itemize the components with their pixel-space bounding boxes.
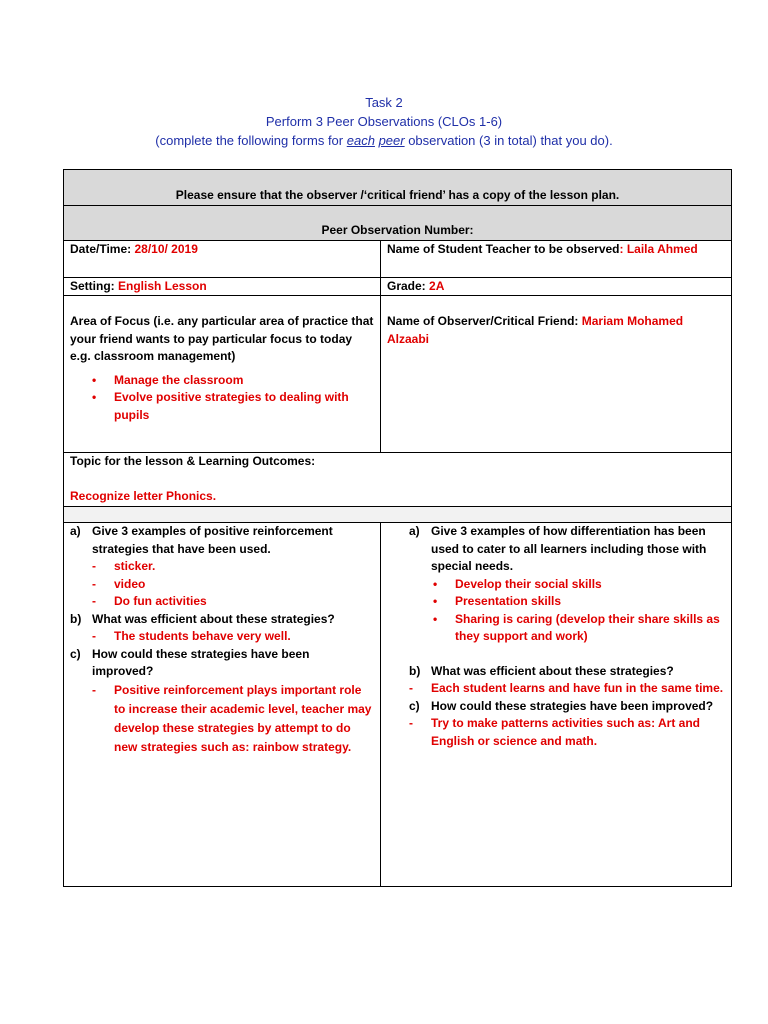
answer-item: sticker. xyxy=(114,559,156,573)
answer-item: • Sharing is caring (develop their share skills as they support and work) xyxy=(455,611,725,646)
answer-item: The students behave very well. xyxy=(114,629,291,643)
question-c-label: c) xyxy=(70,646,81,661)
setting-cell xyxy=(64,277,381,296)
question-b-text: What was efficient about these strategies? xyxy=(92,611,335,626)
student-teacher-label: Name of Student Teacher to be observed xyxy=(387,241,620,256)
date-time-cell xyxy=(64,240,381,277)
area-of-focus-text: Area of Focus (i.e. any particular area of practice that your friend wants to pay particular focus to today e.g. classroom management) xyxy=(70,314,374,363)
topic-cell xyxy=(64,453,732,507)
task-subtitle: Perform 3 Peer Observations (CLOs 1-6) xyxy=(265,114,503,129)
dash-marker: - xyxy=(92,559,96,573)
question-b-text: What was efficient about these strategies? xyxy=(431,663,674,678)
dash-marker: - xyxy=(92,629,96,643)
answer-item: • Presentation skills xyxy=(455,593,725,611)
topic-value: Recognize letter Phonics. xyxy=(70,488,217,503)
answer-item: Positive reinforcement plays important role to increase their academic level, teacher may develop these strategies by attempt to do new strategies such as: rainbow strategy. xyxy=(114,682,372,754)
differentiation-cell xyxy=(381,523,732,887)
task-title: Task 2 xyxy=(365,95,403,110)
answer-item: • Develop their social skills xyxy=(455,576,725,594)
area-of-focus-cell xyxy=(64,296,381,453)
reinforcement-cell xyxy=(64,523,381,887)
instructions-peer: peer xyxy=(378,133,405,148)
question-b-label: b) xyxy=(409,663,421,678)
focus-item: • Manage the classroom xyxy=(114,372,374,390)
question-b-label: b) xyxy=(70,611,82,626)
setting-label: Setting: xyxy=(70,278,115,293)
grade-cell xyxy=(381,277,732,296)
dash-marker: - xyxy=(92,682,96,697)
student-teacher-value: : Laila Ahmed xyxy=(619,241,698,256)
observation-number: Peer Observation Number: xyxy=(64,205,732,240)
spacer-row xyxy=(64,507,732,523)
instructions-text-2: observation (3 in total) that you do). xyxy=(404,133,613,148)
lesson-plan-notice: Please ensure that the observer /‘critical friend’ has a copy of the lesson plan. xyxy=(64,170,732,206)
observer-cell xyxy=(381,296,732,453)
instructions-each: each xyxy=(346,133,375,148)
date-value: 28/10/ 2019 xyxy=(131,241,198,256)
question-a-label: a) xyxy=(409,524,420,538)
student-teacher-cell xyxy=(381,240,732,277)
answer-item: Each student learns and have fun in the same time. xyxy=(431,681,724,695)
topic-label: Topic for the lesson & Learning Outcomes: xyxy=(70,454,316,468)
grade-value: 2A xyxy=(425,278,445,293)
question-c-text: How could these strategies have been improved? xyxy=(431,698,714,713)
question-a-label: a) xyxy=(70,524,81,538)
grade-label: Grade: xyxy=(387,278,426,293)
question-c-text: How could these strategies have been improved? xyxy=(92,646,310,678)
answer-item: video xyxy=(114,576,146,591)
focus-list xyxy=(70,372,374,425)
answer-item: Do fun activities xyxy=(114,594,207,608)
dash-marker: - xyxy=(92,576,96,591)
instructions-text-1: (complete the following forms for xyxy=(155,133,347,148)
task-instructions xyxy=(0,131,768,150)
dash-marker: - xyxy=(409,716,413,730)
observer-label: Name of Observer/Critical Friend: xyxy=(387,314,579,328)
question-a-text: Give 3 examples of how differentiation has been used to cater to all learners including those with special needs. xyxy=(431,524,707,573)
setting-value: English Lesson xyxy=(114,278,207,293)
dash-marker: - xyxy=(92,594,96,608)
dash-marker: - xyxy=(409,681,413,695)
focus-item: • Evolve positive strategies to dealing with pupils xyxy=(114,389,374,424)
answer-item: Try to make patterns activities such as: Art and English or science and math. xyxy=(431,716,700,748)
observer-value: Mariam Mohamed Alzaabi xyxy=(387,314,684,346)
question-a-text: Give 3 examples of positive reinforcement strategies that have been used. xyxy=(92,524,333,556)
differentiation-list xyxy=(409,576,725,646)
date-label: Date/Time: xyxy=(70,241,132,256)
peer-observation-form xyxy=(63,169,732,887)
question-c-label: c) xyxy=(409,698,420,713)
